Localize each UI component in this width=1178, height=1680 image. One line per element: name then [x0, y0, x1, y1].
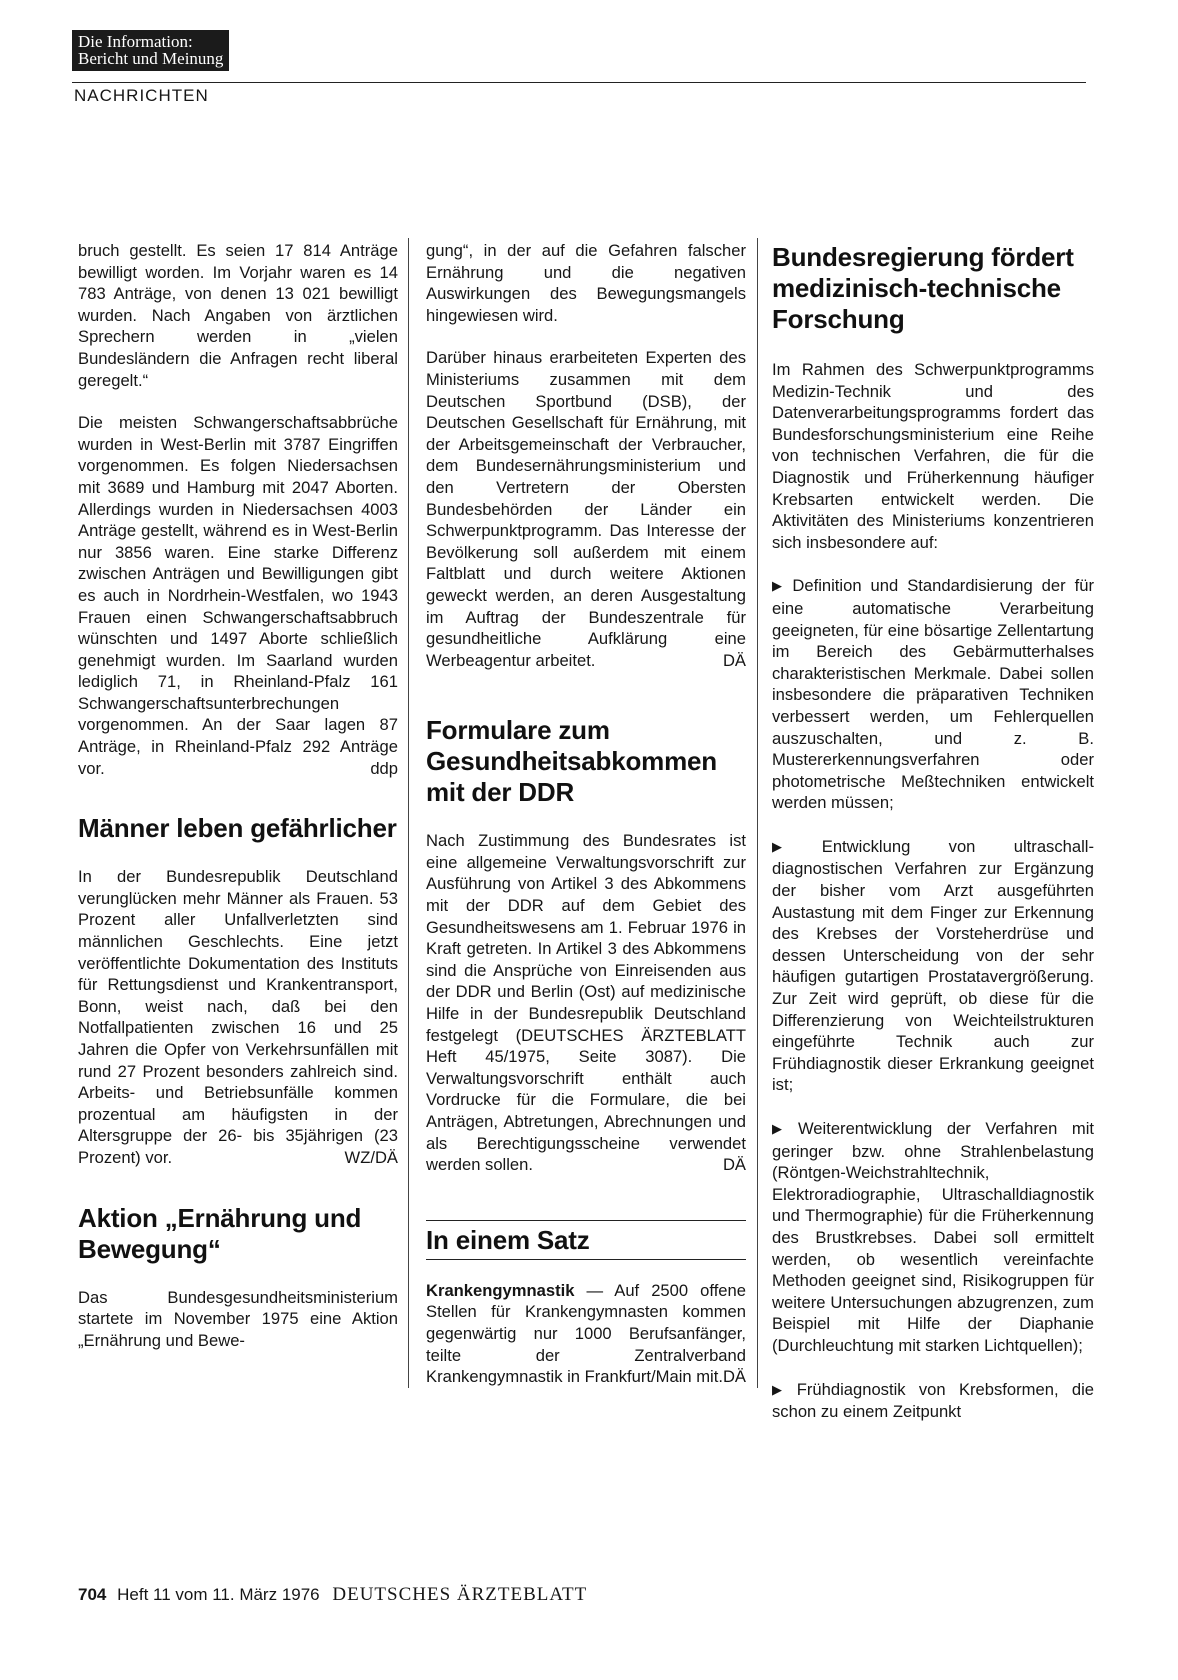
signature: DÄ	[722, 1367, 746, 1387]
list-item: ▶ Entwicklung von ultraschall-diagnostischen Verfahren zur Ergänzung der bisher vom Arzt ausgeführten Austastung mit dem Finger zur Erkennung des Krebses der Vorsteherdrüse und dessen Unterscheidung von der sehr häufigen gutartigen Prostatavergrößerung. Zur Zeit wird geprüft, ob diese für die Differenzierung von Weichteilstrukturen eingeführte Technik auch zur Frühdiagnostik dieser Erkrankung geeignet ist;	[772, 836, 1094, 1095]
article-continuation: gung“, in der auf die Gefahren falscher Ernährung und die negativen Auswirkungen des Bewegungsmangels hingewiesen wird.	[426, 241, 746, 325]
section-label-line2: Bericht und Meinung	[78, 49, 224, 68]
signature: DÄ	[722, 650, 746, 670]
column-divider	[757, 238, 758, 1388]
headline: In einem Satz	[426, 1224, 590, 1255]
article-body: Das Bundesgesundheitsministerium startete im November 1975 eine Aktion „Ernährung und Bewe-	[78, 1287, 398, 1350]
masthead: DEUTSCHES ÄRZTEBLATT	[332, 1584, 588, 1605]
list-item: ▶ Frühdiagnostik von Krebsformen, die schon zu einem Zeitpunkt	[772, 1379, 1095, 1422]
list-item: ▶ Definition und Standardisierung der für eine automatische Verarbeitung geeigneten, für eine bösartige Zellentartung im Bereich des Gebärmutterhalses charakteristischen Merkmale. Dabei sollen insbesondere die präparativen Techniken verbessert werden, um Fehlerquellen auszuschalten, und z. B. Mustererkennungsverfahren oder photometrische Meßtechniken entwickelt werden müssen;	[772, 576, 1094, 813]
article-body: In der Bundesrepublik Deutschland verunglücken mehr Männer als Frauen. 53 Prozent aller Unfallverletzten sind männlichen Geschlechts. Eine jetzt veröffentlichte Dokumentation des Instituts für Rettungsdienst und Krankentransport, Bonn, weist nach, daß bei den Notfallpatienten zwischen 16 und 25 Jahren die Opfer von Verkehrsunfällen mit rund 27 Prozent besonders zahlreich sind. Arbeits- und Betriebsunfälle kommen prozentual am häufigsten in der Altersgruppe der 26- bis 35jährigen (23 Prozent) vor. WZ/DÄ	[78, 867, 398, 1167]
article-paragraph: Darüber hinaus erarbeiteten Experten des Ministeriums zusammen mit dem Deutschen Sportbund (DSB), der Deutschen Gesellschaft für Ernährung, mit der Arbeitsgemeinschaft der Verbraucher, dem Bundesernährungsministerium und den Vertretern der Obersten Bundesbehörden der Länder ein Schwerpunktprogramm. Das Interesse der Bevölkerung soll außerdem mit einem Faltblatt und durch weitere Aktionen geweckt werden, an deren Ausgestaltung im Auftrag der Bundeszentrale für gesundheitliche Aufklärung eine Werbeagentur arbeitet. DÄ	[426, 348, 746, 670]
article-paragraph: Die meisten Schwangerschaftsabbrüche wurden in West-Berlin mit 3787 Eingriffen vorgenommen. Es folgen Niedersachsen mit 3689 und Hamburg mit 2047 Aborten. Allerdings wurden in Niedersachsen 4003 Anträge gestellt, während es in West-Berlin nur 3856 waren. Eine starke Differenz zwischen Anträgen und Bewilligungen gibt es auch in Nordrhein-Westfalen, wo 1943 Frauen einen Schwangerschaftsabbruch wünschten und 1497 Aborte schließlich genehmigt wurden. Im Saarland wurden lediglich 71, in Rheinland-Pfalz 161 Schwangerschaftsunterbrechungen vorgenommen. An der Saar lagen 87 Anträge, in Rheinland-Pfalz 292 Anträge vor. ddp	[78, 413, 398, 778]
column-2	[426, 240, 746, 1422]
triangle-bullet-icon: ▶	[772, 1121, 792, 1136]
signature: WZ/DÄ	[344, 1147, 398, 1167]
article-in-einem-satz	[426, 1220, 746, 1388]
article-aktion	[78, 1203, 398, 1352]
article-intro: Im Rahmen des Schwerpunktprogramms Medizin-Technik und des Datenverarbeitungsprogramms fordert das Bundesforschungsministerium eine Reihe von technischen Verfahren, die für die Diagnostik und Früherkennung häufiger Krebsarten entwickelt werden. Die Aktivitäten des Ministeriums konzentrieren sich insbesondere auf:	[772, 360, 1094, 552]
issue-info: Heft 11 vom 11. März 1976	[117, 1585, 320, 1604]
triangle-bullet-icon: ▶	[772, 1381, 791, 1397]
article-body: Krankengymnastik — Auf 2500 offene Stellen für Krankengymnasten kommen gegenwärtig nur 1000 Berufsanfänger, teilte der Zentralverband Krankengymnastik in Frankfurt/Main mit. DÄ	[426, 1280, 746, 1387]
boxed-headline	[426, 1220, 746, 1260]
list-item: ▶ Weiterentwicklung der Verfahren mit geringer bzw. ohne Strahlenbelastung (Röntgen-Weichstrahltechnik, Elektroradiographie, Ultraschalldiagnostik und Thermographie) für die Früherkennung des Brustkrebses. Dabei soll ermittelt werden, ob wesentlich vereinfachte Methoden geeignet sind, Risikogruppen für weitere Untersuchungen abzugrenzen, zum Beispiel mit Hilfe der Diaphanie (Durchleuchtung mit starken Lichtquellen);	[772, 1119, 1094, 1355]
run-in-keyword: Krankengymnastik	[426, 1280, 575, 1300]
headline: Bundesregierung fördert medizinisch-technische Forschung	[772, 242, 1074, 334]
headline: Männer leben gefährlicher	[78, 813, 397, 844]
column-3	[772, 242, 1094, 1423]
header-rule	[72, 82, 1086, 83]
headline: Formulare zum Gesundheitsabkommen mit der DDR	[426, 715, 717, 808]
triangle-bullet-icon: ▶	[772, 838, 816, 854]
section-label-line1: Die Information:	[78, 32, 193, 51]
rubric: NACHRICHTEN	[74, 86, 209, 105]
column-1	[78, 240, 398, 1385]
triangle-bullet-icon: ▶	[772, 578, 787, 594]
signature: ddp	[370, 758, 398, 778]
article-body: Nach Zustimmung des Bundesrates ist eine allgemeine Verwaltungsvorschrift zur Ausführung von Artikel 3 des Abkommens mit der DDR auf dem Gebiet des Gesundheitswesens am 1. Februar 1976 in Kraft getreten. In Artikel 3 des Abkommens sind die Ansprüche von Einreisenden aus der DDR und Berlin (Ost) auf medizinische Hilfe in der Bundesrepublik Deutschland festgelegt (DEUTSCHES ÄRZTEBLATT Heft 45/1975, Seite 3087). Die Verwaltungsvorschrift enthält auch Vordrucke für die Formulare, die bei Anträgen, Abtretungen, Abrechnungen und als Berechtigungsscheine verwendet werden sollen. DÄ	[426, 831, 746, 1175]
page-number: 704	[78, 1585, 107, 1604]
column-divider	[408, 238, 409, 1388]
section-label	[72, 30, 229, 71]
article-ddr	[426, 715, 746, 1176]
signature: DÄ	[722, 1155, 746, 1175]
article-continuation: bruch gestellt. Es seien 17 814 Anträge bewilligt worden. Im Vorjahr waren es 14 783 Anträge, von denen 13 021 bewilligt wurden. Nach Angaben von ärztlichen Sprechern werden in „vielen Bundesländern die Anfragen recht liberal geregelt.“	[78, 241, 398, 390]
headline: Aktion „Ernährung und Bewegung“	[78, 1202, 362, 1264]
article-maenner	[78, 813, 398, 1168]
page-footer	[78, 1584, 587, 1606]
